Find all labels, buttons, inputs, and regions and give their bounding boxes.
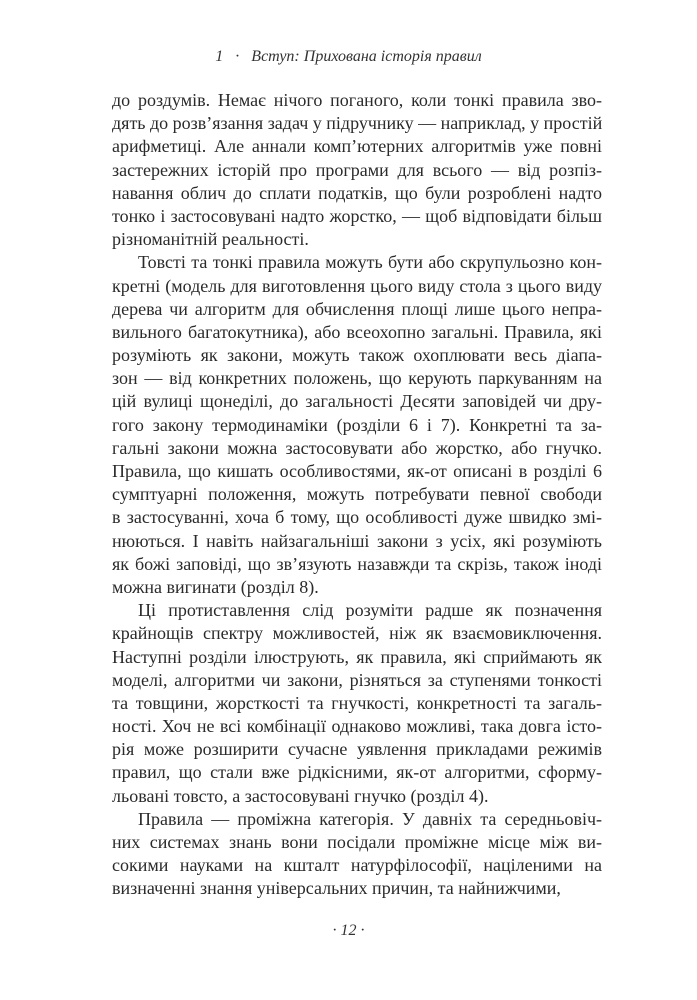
text-line: них системах знань вони посідали проміжне місце між ви- — [112, 832, 602, 852]
text-line: дерева чи алгоритм для обчислення площі лише цього непра- — [112, 298, 602, 319]
folio-ornament: · — [332, 922, 337, 939]
page-number — [0, 922, 697, 940]
text-line: зон — від конкретних положень, що керують паркуванням на — [112, 368, 602, 389]
text-line: нюються. І навіть найзагальніші закони з усіх, які розуміють — [112, 530, 602, 551]
text-line: ності. Хоч не всі комбінації однаково можливі, така довга істо- — [112, 716, 602, 737]
text-line: гальні закони можна застосовувати або жорстко, або гнучко. — [112, 437, 602, 458]
text-line: Ці протиставлення слід розуміти радше як позначення — [138, 600, 602, 621]
separator: · — [235, 48, 240, 65]
text-line: до роздумів. Немає нічого поганого, коли тонкі правила зво- — [112, 90, 602, 110]
running-head — [0, 48, 697, 66]
text-line: навання облич до сплати податків, що були розроблені надто — [112, 182, 602, 203]
text-line: льовані товсто, а застосовувані гнучко (розділ 4). — [112, 785, 489, 806]
text-line: тонко і застосовувані надто жорстко, — щоб відповідати більш — [112, 205, 602, 226]
text-line: рія може розширити сучасне уявлення прикладами режимів — [112, 739, 602, 760]
text-line: цій вулиці щонеділі, до загальності Десяти заповідей чи дру- — [112, 391, 602, 412]
text-line: Правила, що кишать особливостями, як-от описані в розділі 6 — [112, 461, 602, 481]
text-line: гого закону термодинаміки (розділи 6 і 7). Конкретні та за- — [112, 414, 602, 435]
text-line: Наступні розділи ілюструють, як правила, які сприймають як — [112, 646, 602, 667]
text-line: можна вигинати (розділ 8). — [112, 576, 319, 597]
text-line: в застосуванні, хоча б тому, що особливості дуже швидко змі- — [112, 507, 602, 528]
text-line: сумптуарні положення, можуть потребувати певної свободи — [112, 484, 602, 505]
page-number-value: 12 — [340, 922, 357, 939]
body-text — [112, 89, 602, 901]
paragraph — [112, 89, 602, 251]
text-line: кретні (модель для виготовлення цього виду стола з цього виду — [112, 275, 602, 296]
text-line: Правила — проміжна категорія. У давніх та середньовіч- — [138, 808, 602, 829]
text-line: дять до розв’язання задач у підручнику — наприклад, у простій — [112, 113, 603, 134]
text-line: моделі, алгоритми чи закони, різняться за ступенями тонкості — [112, 669, 602, 690]
text-line: Товсті та тонкі правила можуть бути або скрупульозно кон- — [138, 252, 602, 273]
text-line: як божі заповіді, що зв’язують назавжди та скрізь, також іноді — [112, 553, 602, 574]
text-line: розуміють як закони, можуть також охоплювати весь діапа- — [112, 345, 602, 366]
text-line: різноманітній реальності. — [112, 229, 309, 250]
paragraph — [112, 599, 602, 808]
paragraph — [112, 251, 602, 599]
text-line: сокими науками на кшталт натурфілософії, націленими на — [112, 855, 602, 876]
text-line: та товщини, жорсткості та гнучкості, конкретності та загаль- — [112, 692, 602, 713]
text-line: визначенні знання універсальних причин, та найнижчими, — [112, 878, 561, 899]
chapter-title: Вступ: Прихована історія правил — [251, 48, 482, 65]
text-line: арифметиці. Але аннали комп’ютерних алгоритмів уже повні — [112, 136, 602, 157]
text-line: вильного багатокутника), або всеохопно загальні. Правила, які — [112, 321, 602, 342]
paragraph — [112, 808, 602, 901]
text-line: правил, що стали вже рідкісними, як-от алгоритми, сформу- — [112, 762, 602, 783]
text-line: крайнощів спектру можливостей, ніж як взаємовиключення. — [112, 623, 602, 644]
text-line: застережних історій про програми для всього — від розпіз- — [112, 159, 602, 180]
folio-ornament: · — [360, 922, 365, 939]
chapter-number: 1 — [215, 48, 224, 65]
